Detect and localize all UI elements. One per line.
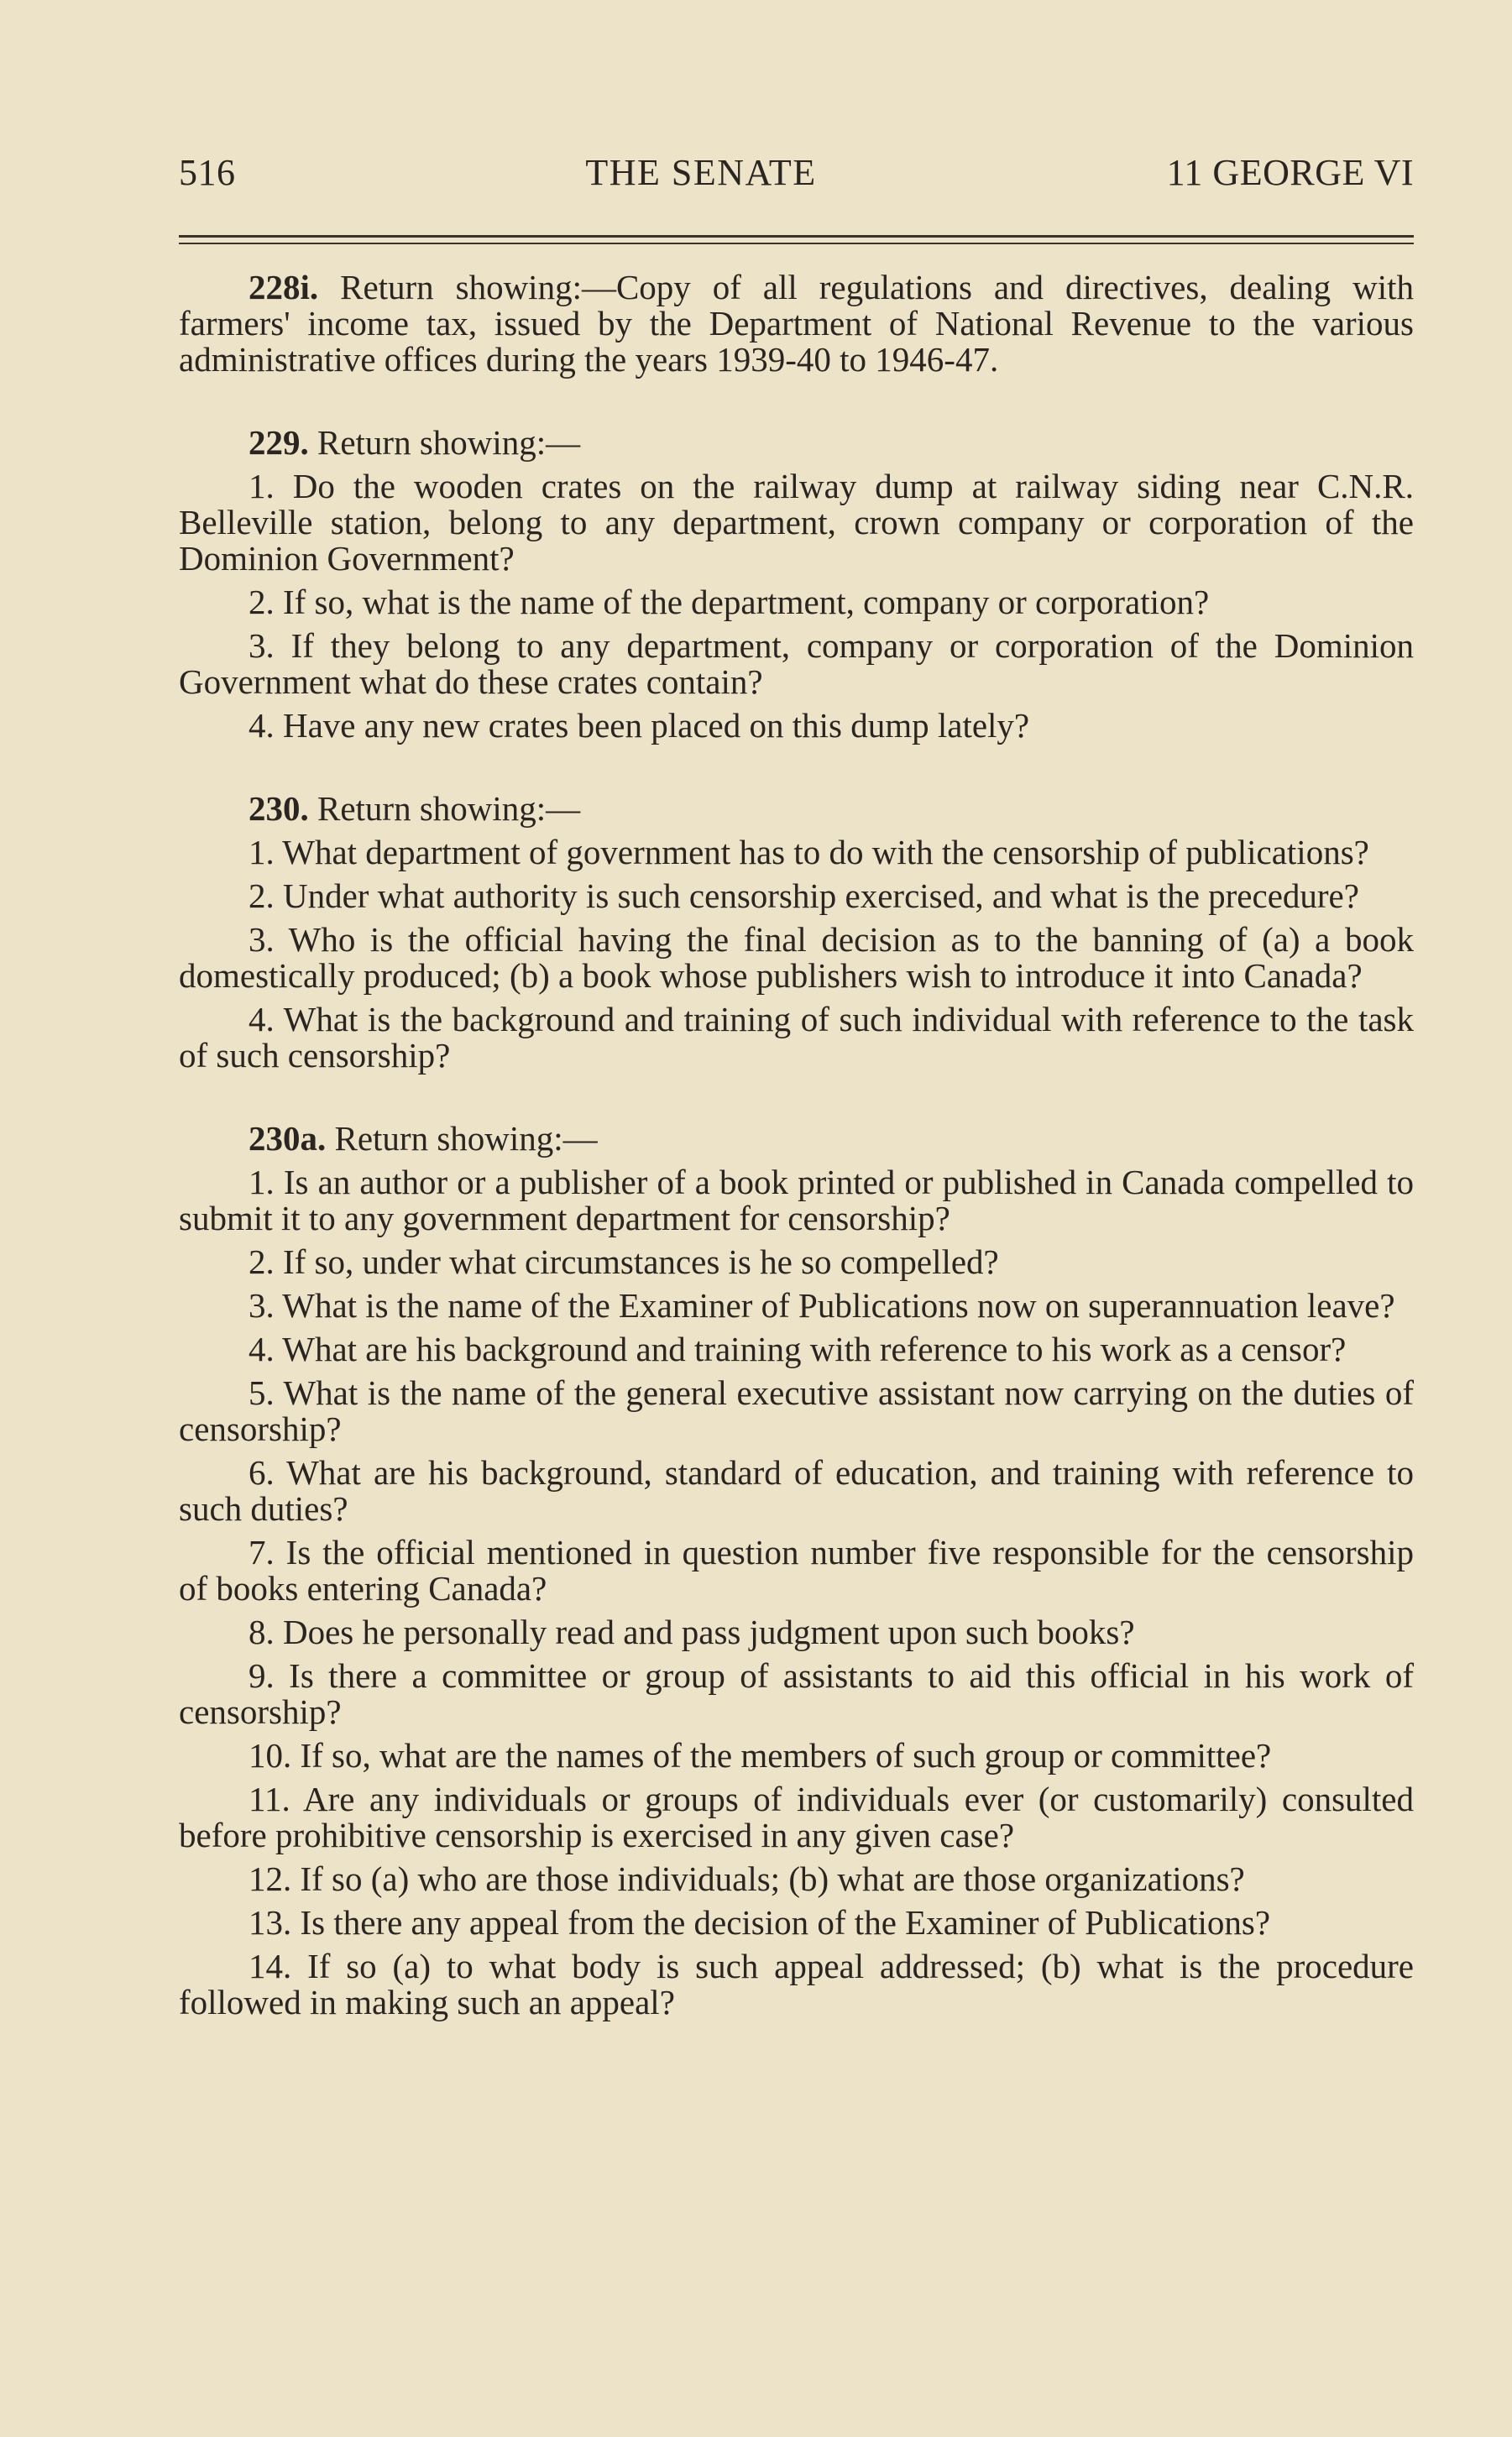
question: 2. If so, what is the name of the department, company or corporation? xyxy=(249,583,1210,621)
session-label: 11 GEORGE VI xyxy=(1166,152,1414,193)
question: 11. Are any individuals or groups of individuals ever (or customarily) consulted before prohibitive censorship is exercised in any given case? xyxy=(179,1780,1414,1854)
question: 3. What is the name of the Examiner of Publications now on superannuation leave? xyxy=(249,1286,1395,1325)
header-rule-bottom xyxy=(179,243,1414,244)
entry-228i xyxy=(179,269,1414,378)
question: 5. What is the name of the general executive assistant now carrying on the duties of censorship? xyxy=(179,1373,1414,1448)
page-title: THE SENATE xyxy=(585,152,817,193)
question: 2. If so, under what circumstances is he so compelled? xyxy=(249,1242,999,1281)
header-rule-top xyxy=(179,235,1414,238)
entry-intro xyxy=(179,425,1414,461)
question: 1. Is an author or a publisher of a book printed or published in Canada compelled to submit it to any government department for censorship? xyxy=(179,1163,1414,1237)
question: 2. Under what authority is such censorship exercised, and what is the precedure? xyxy=(249,876,1359,915)
entry-paragraph xyxy=(179,269,1414,378)
question: 8. Does he personally read and pass judgment upon such books? xyxy=(249,1613,1135,1651)
entry-230a xyxy=(179,1121,1414,2021)
entry-number: 230. xyxy=(249,789,309,828)
entry-number: 229. xyxy=(249,423,309,462)
question: 4. What are his background and training with reference to his work as a censor? xyxy=(249,1330,1347,1368)
question: 14. If so (a) to what body is such appeal addressed; (b) what is the procedure followed in making such an appeal? xyxy=(179,1947,1414,2021)
page-number: 516 xyxy=(179,152,236,193)
question: 3. If they belong to any department, company or corporation of the Dominion Government what do these crates contain? xyxy=(179,626,1414,701)
entry-intro-text: Return showing:— xyxy=(317,423,581,462)
entry-text: Return showing:—Copy of all regulations and directives, dealing with farmers' income tax, issued by the Department of National Revenue to the various administrative offices during the years 1939-40 to 1946-47. xyxy=(179,268,1414,379)
entry-230 xyxy=(179,791,1414,1074)
question: 12. If so (a) who are those individuals; (b) what are those organizations? xyxy=(249,1859,1245,1898)
entry-number: 230a. xyxy=(249,1119,327,1158)
entry-intro-text: Return showing:— xyxy=(317,789,581,828)
question: 6. What are his background, standard of education, and training with reference to such duties? xyxy=(179,1453,1414,1528)
entry-intro xyxy=(179,791,1414,827)
entry-229 xyxy=(179,425,1414,744)
question: 13. Is there any appeal from the decision of the Examiner of Publications? xyxy=(249,1903,1271,1942)
entry-number: 228i. xyxy=(249,268,319,306)
question: 1. What department of government has to do with the censorship of publications? xyxy=(249,833,1369,871)
question: 4. Have any new crates been placed on this dump lately? xyxy=(249,706,1030,745)
question: 3. Who is the official having the final decision as to the banning of (a) a book domestically produced; (b) a book whose publishers wish to introduce it into Canada? xyxy=(179,920,1414,995)
entry-intro xyxy=(179,1121,1414,1157)
entry-intro-text: Return showing:— xyxy=(334,1119,598,1158)
question: 9. Is there a committee or group of assistants to aid this official in his work of censorship? xyxy=(179,1656,1414,1731)
question: 7. Is the official mentioned in question number five responsible for the censorship of books entering Canada? xyxy=(179,1533,1414,1608)
question: 4. What is the background and training of such individual with reference to the task of such censorship? xyxy=(179,1000,1414,1075)
question: 1. Do the wooden crates on the railway dump at railway siding near C.N.R. Belleville station, belong to any department, crown company or corporation of the Dominion Government? xyxy=(179,467,1414,578)
running-header xyxy=(179,151,1414,201)
question: 10. If so, what are the names of the members of such group or committee? xyxy=(249,1736,1272,1775)
